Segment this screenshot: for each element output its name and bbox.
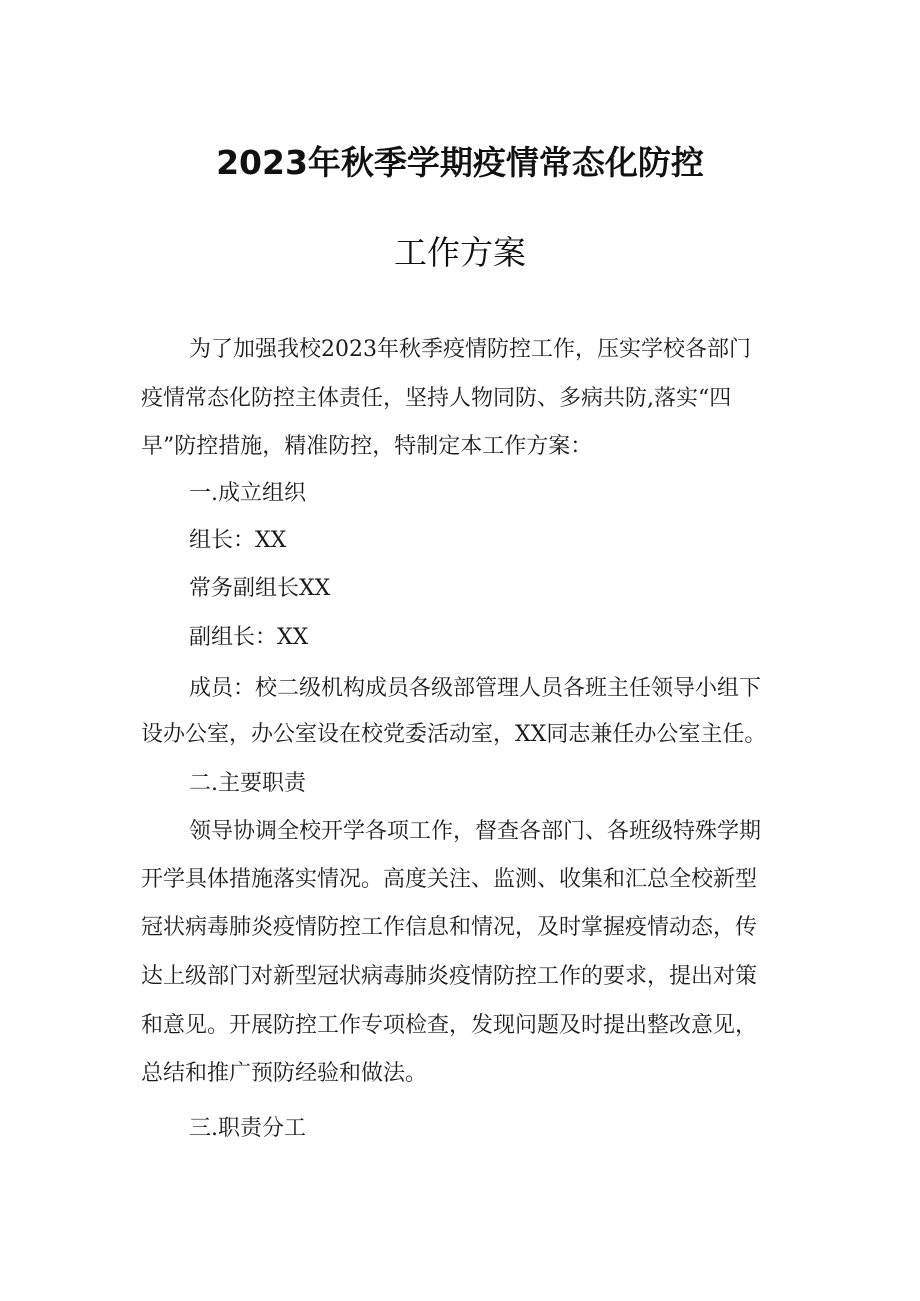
document-title-line1: 2023年秋季学期疫情常态化防控 [216,143,704,182]
duty-line-5: 和意见。开展防控工作专项检查，发现问题及时提出整改意见， [141,1013,758,1038]
section1-heading: 一.成立组织 [189,481,306,506]
document-title-line2: 工作方案 [394,233,526,272]
intro-line-2: 疫情常态化防控主体责任，坚持人物同防、多病共防,落实“四 [141,386,732,411]
members-line-1: 成员：校二级机构成员各级部管理人员各班主任领导小组下 [189,676,762,701]
deputy-line: 副组长：XX [189,625,309,650]
executive-deputy-line: 常务副组长XX [189,576,331,601]
section2-heading: 二.主要职责 [189,771,306,796]
duty-line-1: 领导协调全校开学各项工作，督查各部门、各班级特殊学期 [189,819,762,844]
leader-line: 组长：XX [189,528,287,553]
duty-line-6: 总结和推广预防经验和做法。 [141,1061,428,1086]
duty-line-3: 冠状病毒肺炎疫情防控工作信息和情况，及时掌握疫情动态，传 [141,915,758,940]
intro-line-1: 为了加强我校2023年秋季疫情防控工作，压实学校各部门 [189,337,751,362]
duty-line-4: 达上级部门对新型冠状病毒肺炎疫情防控工作的要求，提出对策 [141,964,758,989]
intro-line-3: 早”防控措施，精准防控，特制定本工作方案： [141,434,593,459]
members-line-2: 设办公室，办公室设在校党委活动室，XX同志兼任办公室主任。 [141,722,767,747]
section3-heading: 三.职责分工 [189,1116,306,1141]
duty-line-2: 开学具体措施落实情况。高度关注、监测、收集和汇总全校新型 [141,867,758,892]
